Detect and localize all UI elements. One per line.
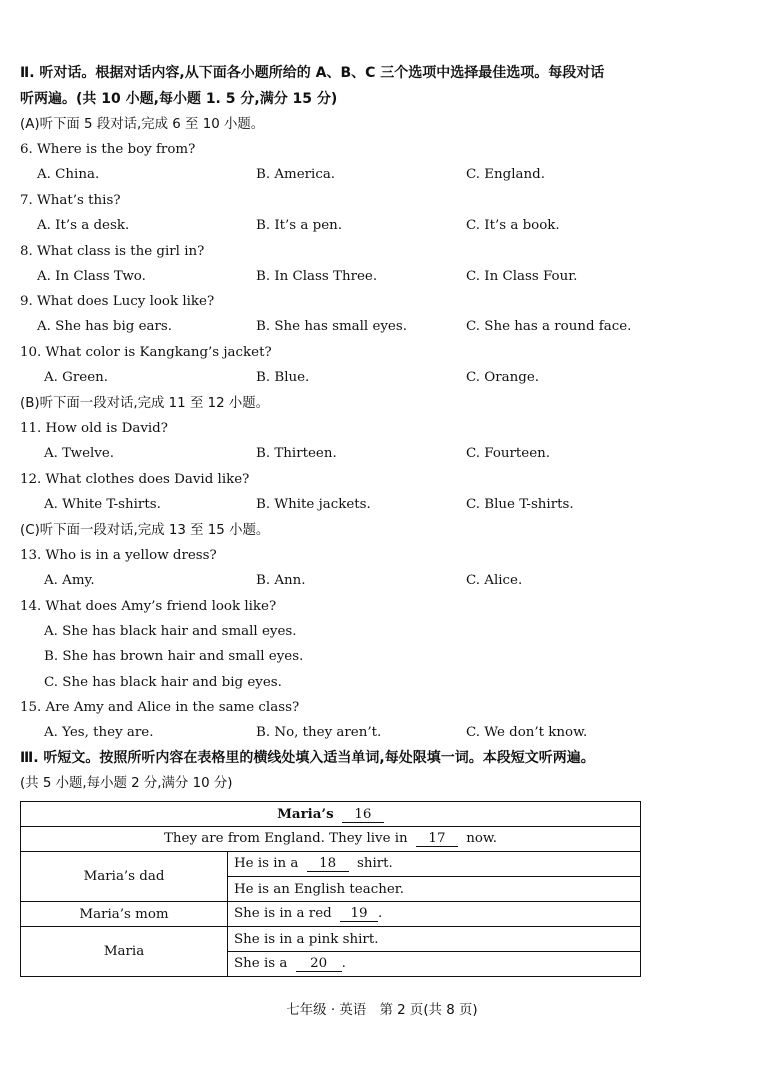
q15-option-a: A. Yes, they are. <box>44 725 154 740</box>
dad-line1-text-end: shirt. <box>356 856 393 871</box>
q12-option-a: A. White T-shirts. <box>44 497 161 512</box>
q14-option-a: A. She has black hair and small eyes. <box>44 624 297 639</box>
mom-line-end: . <box>377 906 383 921</box>
table-title: Maria’s <box>277 805 334 822</box>
question-9: 9. What does Lucy look like? <box>20 294 215 309</box>
q14-option-c: C. She has black hair and big eyes. <box>44 675 282 690</box>
blank-17: 17 <box>416 831 458 847</box>
q7-option-b: B. It’s a pen. <box>256 218 343 233</box>
q6-option-a: A. China. <box>37 167 100 182</box>
blank-20: 20 <box>296 956 342 972</box>
question-6: 6. Where is the boy from? <box>20 142 196 157</box>
q6-option-c: C. England. <box>466 167 545 182</box>
q13-option-b: B. Ann. <box>256 573 306 588</box>
table-title-cell <box>21 802 641 827</box>
q10-option-a: A. Green. <box>44 370 109 385</box>
question-8: 8. What class is the girl in? <box>20 244 205 259</box>
section2-part-b: (B)听下面一段对话,完成 11 至 12 小题。 <box>20 396 270 411</box>
q6-option-b: B. America. <box>256 167 336 182</box>
question-7: 7. What’s this? <box>20 193 121 208</box>
dad-line1 <box>228 852 641 877</box>
maria-label: Maria <box>21 927 228 977</box>
location-text: They are from England. They live in <box>163 831 408 846</box>
question-14: 14. What does Amy’s friend look like? <box>20 599 277 614</box>
listening-table <box>20 801 641 977</box>
question-10: 10. What color is Kangkang’s jacket? <box>20 345 272 360</box>
maria-line2-text: She is a <box>234 956 288 971</box>
maria-line2 <box>228 952 641 977</box>
q14-option-b: B. She has brown hair and small eyes. <box>44 649 304 664</box>
mom-line-text: She is in a red <box>234 906 332 921</box>
q9-option-c: C. She has a round face. <box>466 319 632 334</box>
mom-line <box>228 902 641 927</box>
question-13: 13. Who is in a yellow dress? <box>20 548 217 563</box>
section2-part-a: (A)听下面 5 段对话,完成 6 至 10 小题。 <box>20 117 265 132</box>
q11-option-c: C. Fourteen. <box>466 446 551 461</box>
q7-option-a: A. It’s a desk. <box>37 218 130 233</box>
section3-header-line2: (共 5 小题,每小题 2 分,满分 10 分) <box>20 776 233 791</box>
section2-header-line2: 听两遍。(共 10 小题,每小题 1. 5 分,满分 15 分) <box>20 91 338 107</box>
question-15: 15. Are Amy and Alice in the same class? <box>20 700 300 715</box>
q13-option-a: A. Amy. <box>44 573 95 588</box>
q10-option-c: C. Orange. <box>466 370 540 385</box>
dad-line1-text: He is in a <box>234 856 299 871</box>
q8-option-c: C. In Class Four. <box>466 269 578 284</box>
q9-option-a: A. She has big ears. <box>37 319 173 334</box>
q8-option-a: A. In Class Two. <box>37 269 146 284</box>
q12-option-c: C. Blue T-shirts. <box>466 497 574 512</box>
mom-label: Maria’s mom <box>21 902 228 927</box>
location-text-end: now. <box>466 831 498 846</box>
q9-option-b: B. She has small eyes. <box>256 319 407 334</box>
section3-header-line1: Ⅲ. 听短文。按照所听内容在表格里的横线处填入适当单词,每处限填一词。本段短文听两遍。 <box>20 750 595 766</box>
q8-option-b: B. In Class Three. <box>256 269 378 284</box>
q10-option-b: B. Blue. <box>256 370 310 385</box>
q13-option-c: C. Alice. <box>466 573 523 588</box>
blank-19: 19 <box>340 906 378 922</box>
q15-option-b: B. No, they aren’t. <box>256 725 382 740</box>
question-12: 12. What clothes does David like? <box>20 472 250 487</box>
q7-option-c: C. It’s a book. <box>466 218 560 233</box>
maria-line1: She is in a pink shirt. <box>228 927 641 952</box>
question-11: 11. How old is David? <box>20 421 168 436</box>
q15-option-c: C. We don’t know. <box>466 725 588 740</box>
q11-option-b: B. Thirteen. <box>256 446 337 461</box>
table-row-location <box>21 827 641 852</box>
q11-option-a: A. Twelve. <box>44 446 115 461</box>
section2-header-line1: Ⅱ. 听对话。根据对话内容,从下面各小题所给的 A、B、C 三个选项中选择最佳选项。每段对话 <box>20 65 605 81</box>
blank-18: 18 <box>307 856 349 872</box>
section2-part-c: (C)听下面一段对话,完成 13 至 15 小题。 <box>20 523 270 538</box>
maria-line2-end: . <box>341 956 346 971</box>
dad-line2: He is an English teacher. <box>228 877 641 902</box>
blank-16: 16 <box>342 807 384 823</box>
dad-label: Maria’s dad <box>21 852 228 902</box>
q12-option-b: B. White jackets. <box>256 497 371 512</box>
page-footer: 七年级 · 英语 第 2 页(共 8 页) <box>286 1003 478 1018</box>
